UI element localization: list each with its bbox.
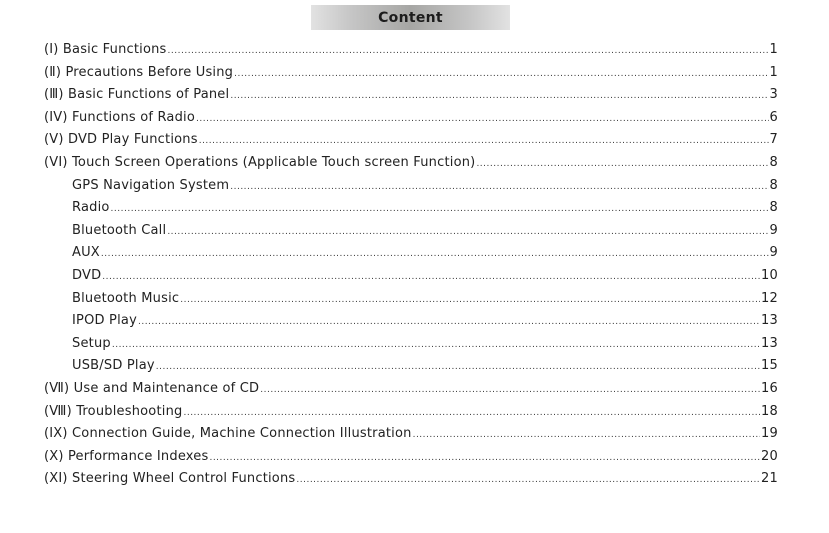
toc-entry-label: (V) DVD Play Functions — [44, 132, 198, 148]
toc-leader-dots — [234, 69, 768, 79]
toc-entry-page: 1 — [769, 64, 778, 80]
toc-leader-dots — [230, 182, 768, 192]
toc-entry-label: Radio — [72, 200, 110, 216]
toc-entry[interactable] — [44, 313, 778, 336]
toc-entry-page: 12 — [761, 290, 778, 306]
toc-entry-page: 18 — [761, 403, 778, 419]
toc-entry[interactable] — [44, 471, 778, 494]
toc-entry-label: AUX — [72, 245, 100, 261]
toc-entry[interactable] — [44, 245, 778, 268]
toc-entry-page: 8 — [769, 154, 778, 170]
toc-entry[interactable] — [44, 42, 778, 65]
toc-entry-label: GPS Navigation System — [72, 177, 230, 193]
toc-entry-page: 3 — [769, 87, 778, 103]
toc-entry-page: 6 — [769, 109, 778, 125]
toc-leader-dots — [102, 272, 760, 282]
toc-entry[interactable] — [44, 110, 778, 133]
toc-leader-dots — [230, 91, 768, 101]
toc-entry-page: 10 — [761, 267, 778, 283]
contents-title: Content — [378, 9, 443, 26]
toc-entry-page: 20 — [761, 448, 778, 464]
toc-entry[interactable] — [44, 155, 778, 178]
toc-entry-label: (IV) Functions of Radio — [44, 109, 195, 125]
toc-entry-page: 1 — [769, 42, 778, 57]
toc-entry-page: 21 — [761, 471, 778, 487]
toc-leader-dots — [156, 362, 760, 372]
toc-leader-dots — [209, 453, 760, 463]
toc-entry-page: 15 — [761, 358, 778, 374]
toc-entry-label: Bluetooth Call — [72, 222, 167, 238]
toc-leader-dots — [180, 295, 760, 305]
toc-entry-label: (Ⅰ) Basic Functions — [44, 42, 167, 57]
toc-entry[interactable] — [44, 178, 778, 201]
toc-entry-label: (Ⅶ) Use and Maintenance of CD — [44, 380, 260, 396]
toc-entry-label: (XI) Steering Wheel Control Functions — [44, 471, 296, 487]
toc-leader-dots — [413, 430, 760, 440]
toc-leader-dots — [196, 114, 769, 124]
toc-leader-dots — [183, 408, 760, 418]
toc-entry-label: (X) Performance Indexes — [44, 448, 209, 464]
toc-entry-label: IPOD Play — [72, 313, 137, 329]
toc-entry-page: 8 — [769, 200, 778, 216]
toc-leader-dots — [199, 136, 769, 146]
toc-entry[interactable] — [44, 291, 778, 314]
toc-entry[interactable] — [44, 404, 778, 427]
toc-entry[interactable] — [44, 200, 778, 223]
toc-leader-dots — [168, 46, 769, 56]
toc-entry-label: Setup — [72, 335, 111, 351]
toc-entry[interactable] — [44, 87, 778, 110]
contents-title-bar — [311, 5, 510, 30]
toc-entry-label: DVD — [72, 267, 102, 283]
toc-entry-page: 16 — [761, 380, 778, 396]
toc-leader-dots — [296, 475, 760, 485]
toc-leader-dots — [138, 317, 760, 327]
toc-entry-label: (IX) Connection Guide, Machine Connection Illustration — [44, 426, 412, 442]
toc-entry[interactable] — [44, 449, 778, 472]
toc-entry-page: 8 — [769, 177, 778, 193]
toc-entry-page: 9 — [769, 222, 778, 238]
toc-entry-label: (Ⅱ) Precautions Before Using — [44, 64, 234, 80]
toc-entry[interactable] — [44, 381, 778, 404]
toc-entry[interactable] — [44, 65, 778, 88]
toc-leader-dots — [112, 340, 760, 350]
toc-entry[interactable] — [44, 223, 778, 246]
toc-leader-dots — [260, 385, 760, 395]
toc-entry[interactable] — [44, 268, 778, 291]
toc-entry-page: 13 — [761, 335, 778, 351]
toc-entry-label: Bluetooth Music — [72, 290, 180, 306]
toc-entry-label: (Ⅲ) Basic Functions of Panel — [44, 87, 230, 103]
table-of-contents — [44, 42, 778, 494]
toc-entry-label: (VI) Touch Screen Operations (Applicable Touch screen Function) — [44, 154, 476, 170]
toc-leader-dots — [101, 249, 769, 259]
toc-entry[interactable] — [44, 336, 778, 359]
toc-entry-label: (Ⅷ) Troubleshooting — [44, 403, 183, 419]
toc-leader-dots — [167, 227, 768, 237]
toc-entry-page: 19 — [761, 426, 778, 442]
toc-entry-page: 7 — [769, 132, 778, 148]
toc-entry-label: USB/SD Play — [72, 358, 155, 374]
toc-entry[interactable] — [44, 358, 778, 381]
toc-entry-page: 13 — [761, 313, 778, 329]
toc-leader-dots — [111, 204, 769, 214]
toc-entry-page: 9 — [769, 245, 778, 261]
toc-entry[interactable] — [44, 132, 778, 155]
toc-entry[interactable] — [44, 426, 778, 449]
toc-leader-dots — [476, 159, 768, 169]
